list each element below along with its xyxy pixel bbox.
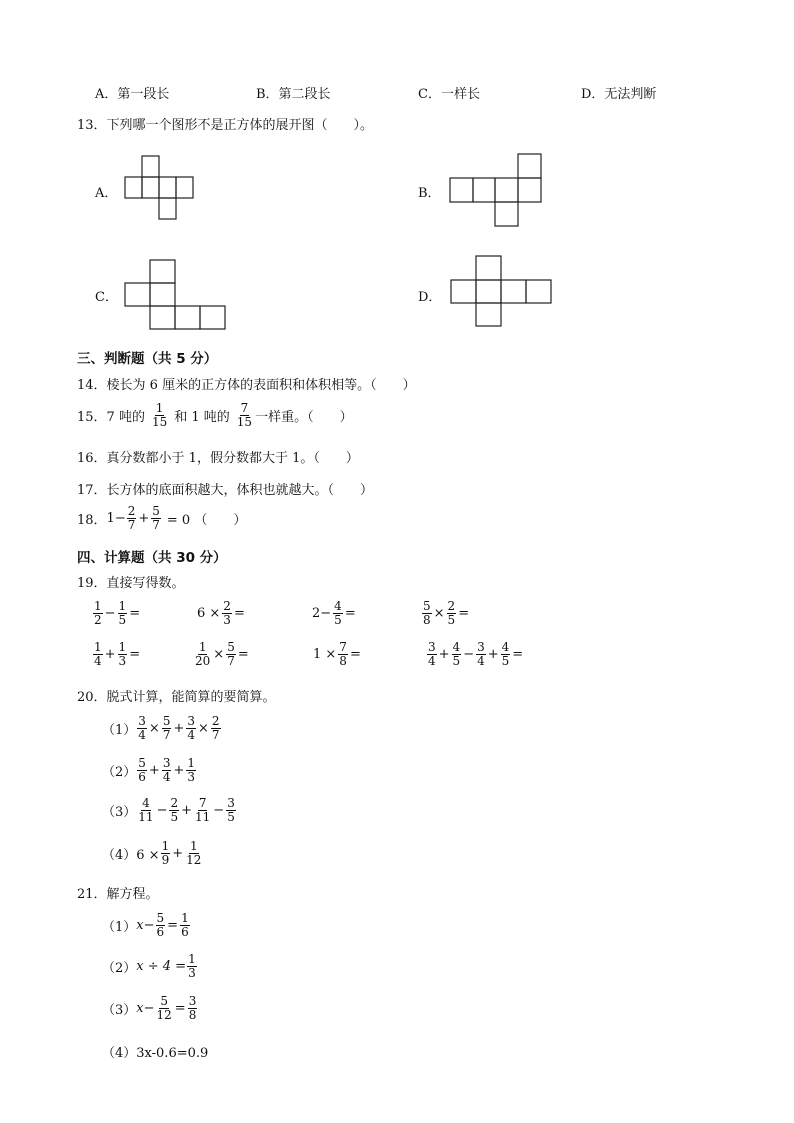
equals: = bbox=[129, 647, 141, 662]
numerator: 7 bbox=[240, 401, 249, 415]
fraction bbox=[186, 757, 196, 784]
q16: 16．真分数都小于 1，假分数都大于 1。（ ） bbox=[77, 451, 359, 466]
q20-part-4 bbox=[102, 840, 203, 867]
fraction bbox=[447, 600, 457, 627]
operator: × bbox=[433, 606, 445, 621]
part-label: （1） bbox=[102, 723, 137, 738]
numerator: 5 bbox=[160, 994, 168, 1008]
q15-fraction-1 bbox=[151, 402, 168, 429]
numerator: 2 bbox=[211, 714, 220, 728]
denominator: 5 bbox=[334, 613, 342, 627]
numerator: 2 bbox=[170, 796, 179, 810]
numerator: 3 bbox=[227, 796, 235, 810]
numerator: 3 bbox=[477, 640, 485, 654]
q12-option-c: C．一样长 bbox=[418, 87, 480, 102]
denominator: 7 bbox=[227, 654, 235, 668]
fraction bbox=[169, 797, 179, 824]
q19-expr-3 bbox=[311, 600, 357, 627]
fraction bbox=[427, 641, 437, 668]
numerator: 1 bbox=[94, 640, 102, 654]
q21-part-4: （4）3x-0.6=0.9 bbox=[102, 1046, 209, 1061]
numerator: 2 bbox=[223, 599, 231, 613]
denominator: 5 bbox=[452, 654, 461, 668]
q20-part-3 bbox=[102, 797, 237, 824]
q12-option-a: A．第一段长 bbox=[95, 87, 170, 102]
denominator: 7 bbox=[127, 518, 136, 532]
q20-part-2 bbox=[102, 757, 197, 784]
numerator: 1 bbox=[198, 640, 207, 654]
q20-title: 20．脱式计算，能简算的要简算。 bbox=[77, 690, 276, 705]
fraction bbox=[476, 641, 486, 668]
fraction bbox=[137, 715, 147, 742]
q15-text-c: 一样重。（ ） bbox=[255, 410, 353, 425]
q18 bbox=[77, 505, 246, 532]
denominator: 15 bbox=[151, 415, 168, 429]
denominator: 11 bbox=[138, 810, 154, 824]
operator: − bbox=[104, 606, 116, 621]
numerator: 1 bbox=[188, 952, 196, 966]
q18-fraction-1 bbox=[127, 505, 137, 532]
fraction bbox=[137, 757, 147, 784]
fraction bbox=[186, 715, 196, 742]
q15-text-b: 和 1 吨的 bbox=[174, 410, 230, 425]
q20-part-1 bbox=[102, 715, 222, 742]
numerator: 3 bbox=[138, 714, 146, 728]
denominator: 12 bbox=[156, 1008, 172, 1022]
denominator: 11 bbox=[195, 810, 211, 824]
fraction bbox=[156, 912, 166, 939]
q15-fraction-2 bbox=[236, 402, 253, 429]
q13-title: 13．下列哪一个图形不是正方体的展开图（ ）。 bbox=[77, 118, 374, 133]
equals: = bbox=[349, 647, 361, 662]
fraction bbox=[222, 600, 232, 627]
numerator: 1 bbox=[155, 401, 164, 415]
fraction bbox=[93, 641, 103, 668]
q17: 17．长方体的底面积越大，体积也就越大。（ ） bbox=[77, 483, 374, 498]
q14: 14．棱长为 6 厘米的正方体的表面积和体积相等。（ ） bbox=[77, 378, 416, 393]
numerator: 5 bbox=[227, 640, 235, 654]
denominator: 8 bbox=[423, 613, 431, 627]
expression: x− bbox=[136, 918, 155, 933]
denominator: 15 bbox=[236, 415, 253, 429]
q12-option-d: D．无法判断 bbox=[581, 87, 657, 102]
operator: 6 × bbox=[197, 606, 221, 621]
numerator: 1 bbox=[118, 599, 127, 613]
numerator: 7 bbox=[339, 640, 347, 654]
q13-label-d: D． bbox=[418, 290, 442, 305]
fraction bbox=[93, 600, 103, 627]
equals: = bbox=[344, 606, 356, 621]
denominator: 3 bbox=[187, 770, 196, 784]
part-label: （3） bbox=[102, 1003, 137, 1018]
fraction bbox=[501, 641, 511, 668]
numerator: 4 bbox=[501, 640, 510, 654]
q19-expr-7 bbox=[312, 641, 362, 668]
denominator: 5 bbox=[170, 810, 179, 824]
denominator: 5 bbox=[227, 810, 235, 824]
numerator: 3 bbox=[162, 756, 171, 770]
operator: × bbox=[198, 721, 209, 736]
fraction bbox=[422, 600, 432, 627]
q15 bbox=[77, 402, 353, 429]
fraction bbox=[333, 600, 343, 627]
equals: = bbox=[129, 606, 141, 621]
part-label: （3） bbox=[102, 805, 137, 820]
denominator: 7 bbox=[162, 728, 171, 742]
denominator: 4 bbox=[428, 654, 436, 668]
numerator: 1 bbox=[181, 911, 189, 925]
numerator: 2 bbox=[447, 599, 456, 613]
numerator: 1 bbox=[94, 599, 102, 613]
q13-net-d bbox=[0, 0, 794, 400]
numerator: 3 bbox=[428, 640, 436, 654]
denominator: 20 bbox=[195, 654, 211, 668]
numerator: 4 bbox=[142, 796, 150, 810]
fraction bbox=[118, 641, 128, 668]
q19-expr-4 bbox=[421, 600, 470, 627]
fraction bbox=[118, 600, 128, 627]
fraction bbox=[226, 641, 236, 668]
numerator: 1 bbox=[189, 839, 198, 853]
denominator: 9 bbox=[161, 853, 170, 867]
operator: − bbox=[213, 803, 225, 818]
denominator: 5 bbox=[447, 613, 456, 627]
numerator: 1 bbox=[118, 640, 127, 654]
denominator: 12 bbox=[186, 853, 202, 867]
denominator: 7 bbox=[211, 728, 220, 742]
operator: + bbox=[173, 721, 185, 736]
q19-expr-8 bbox=[426, 641, 524, 668]
q13-label-c: C． bbox=[95, 290, 118, 305]
operator: + bbox=[104, 647, 116, 662]
operator: 1 × bbox=[313, 647, 337, 662]
q21-part-1 bbox=[102, 912, 191, 939]
denominator: 3 bbox=[223, 613, 231, 627]
q18-text-a: 1− bbox=[106, 511, 126, 526]
denominator: 2 bbox=[94, 613, 102, 627]
section4-heading: 四、计算题（共 30 分） bbox=[77, 550, 227, 566]
operator: + bbox=[172, 846, 184, 861]
operator: × bbox=[213, 647, 225, 662]
section3-heading: 三、判断题（共 5 分） bbox=[77, 351, 218, 367]
fraction bbox=[452, 641, 462, 668]
denominator: 5 bbox=[118, 613, 127, 627]
numerator: 3 bbox=[188, 994, 197, 1008]
operator: + bbox=[181, 803, 193, 818]
equals: = bbox=[174, 1001, 186, 1016]
operator: − bbox=[156, 803, 168, 818]
q19-expr-6 bbox=[193, 641, 250, 668]
fraction bbox=[226, 797, 236, 824]
denominator: 3 bbox=[118, 654, 127, 668]
expression: x− bbox=[136, 1001, 155, 1016]
equals: = bbox=[167, 918, 179, 933]
q13-label-a: A． bbox=[95, 186, 118, 201]
q18-plus: + bbox=[138, 511, 150, 526]
q19-expr-1 bbox=[92, 600, 141, 627]
part-label: （1） bbox=[102, 920, 137, 935]
expression: x ÷ 4 = bbox=[136, 959, 187, 974]
denominator: 6 bbox=[156, 925, 165, 939]
equals: = bbox=[237, 647, 249, 662]
q19-expr-5 bbox=[92, 641, 141, 668]
fraction bbox=[194, 641, 211, 668]
denominator: 5 bbox=[501, 654, 510, 668]
numerator: 5 bbox=[423, 599, 431, 613]
fraction bbox=[162, 715, 172, 742]
q21-part-2 bbox=[102, 953, 198, 980]
denominator: 4 bbox=[477, 654, 485, 668]
q15-text-a: 7 吨的 bbox=[106, 410, 145, 425]
fraction bbox=[187, 953, 197, 980]
fraction bbox=[137, 797, 154, 824]
operator: × bbox=[148, 721, 160, 736]
operator: 2− bbox=[312, 606, 332, 621]
fraction bbox=[156, 995, 173, 1022]
denominator: 8 bbox=[339, 654, 347, 668]
part-label: （2） bbox=[102, 961, 137, 976]
operator: − bbox=[463, 647, 475, 662]
part-label: （2） bbox=[102, 765, 137, 780]
q21-part-3 bbox=[102, 995, 198, 1022]
denominator: 4 bbox=[187, 728, 196, 742]
fraction bbox=[185, 840, 202, 867]
denominator: 3 bbox=[188, 966, 196, 980]
denominator: 8 bbox=[188, 1008, 197, 1022]
denominator: 4 bbox=[94, 654, 102, 668]
fraction bbox=[162, 757, 172, 784]
denominator: 6 bbox=[181, 925, 189, 939]
fraction bbox=[211, 715, 221, 742]
numerator: 4 bbox=[452, 640, 461, 654]
numerator: 5 bbox=[162, 714, 171, 728]
part-label: （4）6 × bbox=[102, 848, 160, 863]
q18-fraction-2 bbox=[151, 505, 161, 532]
numerator: 5 bbox=[152, 504, 160, 518]
denominator: 7 bbox=[152, 518, 160, 532]
numerator: 3 bbox=[187, 714, 196, 728]
numerator: 7 bbox=[198, 796, 207, 810]
q19-expr-2 bbox=[196, 600, 246, 627]
operator: + bbox=[438, 647, 450, 662]
q19-title: 19．直接写得数。 bbox=[77, 576, 185, 591]
q15-num: 15． bbox=[77, 410, 107, 425]
fraction bbox=[180, 912, 190, 939]
equals: = bbox=[233, 606, 245, 621]
denominator: 6 bbox=[138, 770, 146, 784]
q18-num: 18． bbox=[77, 513, 107, 528]
q13-label-b: B． bbox=[418, 186, 441, 201]
fraction bbox=[194, 797, 211, 824]
fraction bbox=[161, 840, 171, 867]
operator: + bbox=[487, 647, 499, 662]
numerator: 5 bbox=[156, 911, 165, 925]
denominator: 4 bbox=[138, 728, 146, 742]
numerator: 5 bbox=[138, 756, 146, 770]
numerator: 1 bbox=[161, 839, 170, 853]
equals: = bbox=[458, 606, 470, 621]
q12-option-b: B．第二段长 bbox=[256, 87, 331, 102]
numerator: 2 bbox=[127, 504, 136, 518]
operator: + bbox=[148, 763, 160, 778]
q21-title: 21．解方程。 bbox=[77, 887, 159, 902]
numerator: 1 bbox=[187, 756, 196, 770]
operator: + bbox=[173, 763, 185, 778]
q18-text-b: = 0 （ ） bbox=[166, 513, 247, 528]
fraction bbox=[338, 641, 348, 668]
fraction bbox=[188, 995, 198, 1022]
denominator: 4 bbox=[162, 770, 171, 784]
numerator: 4 bbox=[334, 599, 342, 613]
equals: = bbox=[512, 647, 524, 662]
